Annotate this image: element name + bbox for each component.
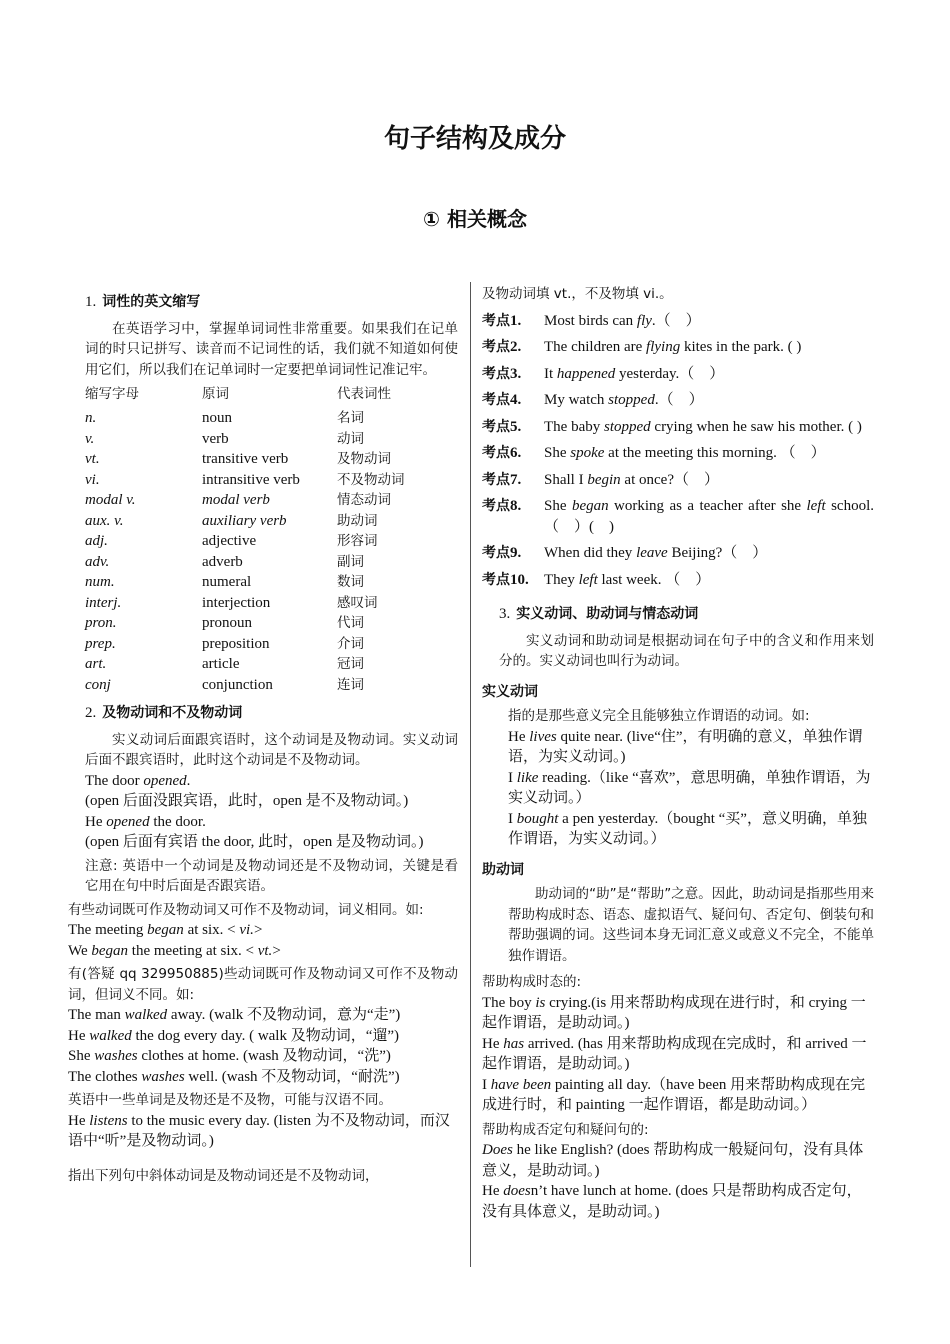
column-divider — [470, 282, 471, 1267]
exercise-item: 考点2. The children are flying kites in the park. ( ) — [482, 339, 802, 355]
table-row: conj conjunction 连词 — [85, 676, 364, 693]
table-row: interj. interjection 感叹词 — [85, 594, 378, 611]
example-sentence: I like reading.（like “喜欢”，意思明确，单独作谓语，为实义动词。） — [508, 769, 871, 806]
task-instruction-cont: 及物动词填 vt.，不及物填 vi.。 — [482, 286, 673, 302]
paragraph-verb-types: 实义动词和助动词是根据动词在句子中的含义和作用来划分的。实义动词也叫行为动词。 — [499, 632, 874, 669]
exercise-item: 考点1. Most birds can fly.（ ） — [482, 312, 701, 329]
example-sentence: The clothes washes well. (wash 不及物动词，“耐洗”) — [68, 1068, 400, 1085]
table-row: vt. transitive verb 及物动词 — [85, 451, 391, 467]
exercise-item: 考点6. She spoke at the meeting this morning. （ ） — [482, 445, 826, 461]
table-row: vi. intransitive verb 不及物动词 — [85, 471, 405, 488]
subheading-notional-verb: 实义动词 — [482, 683, 538, 700]
right-column — [482, 284, 874, 1222]
exercise-item: 考点9. When did they leave Beijing?（ ） — [482, 545, 768, 561]
example-sentence: He walked the dog every day. ( walk 及物动词，“遛”) — [68, 1027, 400, 1044]
example-sentence: He listens to the music every day. (listen 为不及物动词，而汉语中“听”是及物动词。) — [68, 1112, 450, 1149]
example-sentence: I bought a pen yesterday.（bought “买”，意义明确，单独作谓语，为实义动词。） — [508, 810, 867, 847]
table-header: 代表词性 — [337, 386, 391, 402]
tense-heading: 帮助构成时态的: — [482, 974, 582, 990]
table-row: adv. adverb 副词 — [85, 553, 364, 570]
page-title: 句子结构及成分 — [383, 124, 566, 154]
section-heading-1: 1. 词性的英文缩写 — [85, 294, 201, 310]
subheading-auxiliary-verb: 助动词 — [482, 861, 524, 878]
paragraph-chinese-diff: 英语中一些单词是及物还是不及物，可能与汉语不同。 — [68, 1092, 392, 1108]
example-sentence: The man walked away. (walk 不及物动词，意为“走”) — [68, 1007, 401, 1023]
example-note: (open 后面没跟宾语，此时，open 是不及物动词。) — [85, 793, 409, 809]
example-sentence: We began the meeting at six. < vt.> — [68, 942, 281, 959]
example-sentence: She washes clothes at home. (wash 及物动词，“洗”) — [68, 1048, 391, 1064]
example-sentence: Does he like English? (does 帮助构成一般疑问句，没有具体意义，是助动词。) — [482, 1142, 864, 1179]
example-sentence: I have been painting all day.（have been 用来帮助构成现在完成进行时，和 painting 一起作谓语，都是助动词。） — [482, 1076, 866, 1113]
table-row: art. article 冠词 — [85, 656, 364, 672]
table-row: n. noun 名词 — [85, 410, 364, 426]
left-column — [68, 284, 458, 1186]
section-heading-2: 2. 及物动词和不及物动词 — [85, 705, 243, 721]
table-row: v. verb 动词 — [85, 430, 364, 447]
table-row: modal v. modal verb 情态动词 — [85, 492, 391, 508]
exercise-item: 考点4. My watch stopped.（ ） — [482, 392, 704, 408]
example-sentence: The boy is crying.(is 用来帮助构成现在进行时，和 crying 一起作谓语，是助动词。) — [482, 994, 866, 1031]
note-paragraph: 注意: 英语中一个动词是及物动词还是不及物动词，关键是看它用在句中时后面是否跟宾语。 — [85, 857, 458, 894]
example-sentence: He doesn’t have lunch at home. (does 只是帮助构成否定句，没有具体意义，是助动词。) — [482, 1183, 862, 1220]
table-header: 原词 — [202, 386, 229, 402]
table-row: aux. v. auxiliary verb 助动词 — [85, 512, 378, 529]
exercise-item: 考点8. She began working as a teacher after she left school.（ ）( ) — [482, 498, 874, 535]
transitive-block — [68, 730, 458, 897]
definition: 助动词的“助”是“帮助”之意。因此，助动词是指那些用来帮助构成时态、语态、虚拟语气、疑问句、否定句、倒装句和帮助强调的词。这些词本身无词汇意义或意义不完全，不能单独作谓语。 — [508, 886, 874, 964]
table-header: 缩写字母 — [85, 386, 139, 402]
exercise-item: 考点7. Shall I begin at once?（ ） — [482, 471, 719, 488]
definition: 指的是那些意义完全且能够独立作谓语的动词。如: — [508, 708, 810, 724]
exercise-item: 考点10. They left last week. （ ） — [482, 571, 711, 588]
paragraph-both-different: 有(答疑 qq 329950885)些动词既可作及物动词又可作不及物动词，但词义不同。如: — [68, 966, 458, 1003]
example-sentence: He has arrived. (has 用来帮助构成现在完成时，和 arrived 一起作谓语，是助动词。) — [482, 1035, 867, 1072]
table-row: num. numeral 数词 — [85, 574, 364, 590]
table-row: prep. preposition 介词 — [85, 635, 364, 652]
auxiliary-verb-block — [482, 884, 874, 966]
example-sentence: The door opened. — [85, 772, 191, 789]
exercise-item: 考点3. It happened yesterday.（ ） — [482, 365, 725, 382]
section-heading-3: 3. 实义动词、助动词与情态动词 — [499, 606, 699, 622]
paragraph-transitive-intro: 实义动词后面跟宾语时，这个动词是及物动词。实义动词后面不跟宾语时，此时这个动词是不及物动词。 — [85, 731, 458, 768]
example-note: (open 后面有宾语 the door, 此时，open 是及物动词。) — [85, 834, 424, 850]
example-sentence: He opened the door. — [85, 813, 206, 830]
example-sentence: The meeting began at six. < vi.> — [68, 922, 263, 938]
table-row: adj. adjective 形容词 — [85, 533, 378, 549]
notional-verb-block — [482, 706, 874, 850]
abbreviation-table — [85, 384, 405, 695]
example-sentence: He lives quite near. (live“住”，有明确的意义，单独作谓语，为实义动词。) — [508, 728, 863, 765]
paragraph-pos-intro: 在英语学习中，掌握单词词性非常重要。如果我们在记单词的时只记拼写、读音而不记词性的话，我们就不知道如何使用它们，所以我们在记单词时一定要把单词词性记准记牢。 — [85, 320, 458, 378]
negation-heading: 帮助构成否定句和疑问句的: — [482, 1121, 649, 1138]
section-title: ① 相关概念 — [423, 207, 527, 231]
table-row: pron. pronoun 代词 — [85, 615, 364, 631]
table-header-row — [85, 384, 405, 408]
exercise-item: 考点5. The baby stopped crying when he saw his mother. ( ) — [482, 418, 862, 435]
paragraph-both-same: 有些动词既可作及物动词又可作不及物动词，词义相同。如: — [68, 901, 424, 918]
task-instruction: 指出下列句中斜体动词是及物动词还是不及物动词， — [68, 1167, 379, 1184]
